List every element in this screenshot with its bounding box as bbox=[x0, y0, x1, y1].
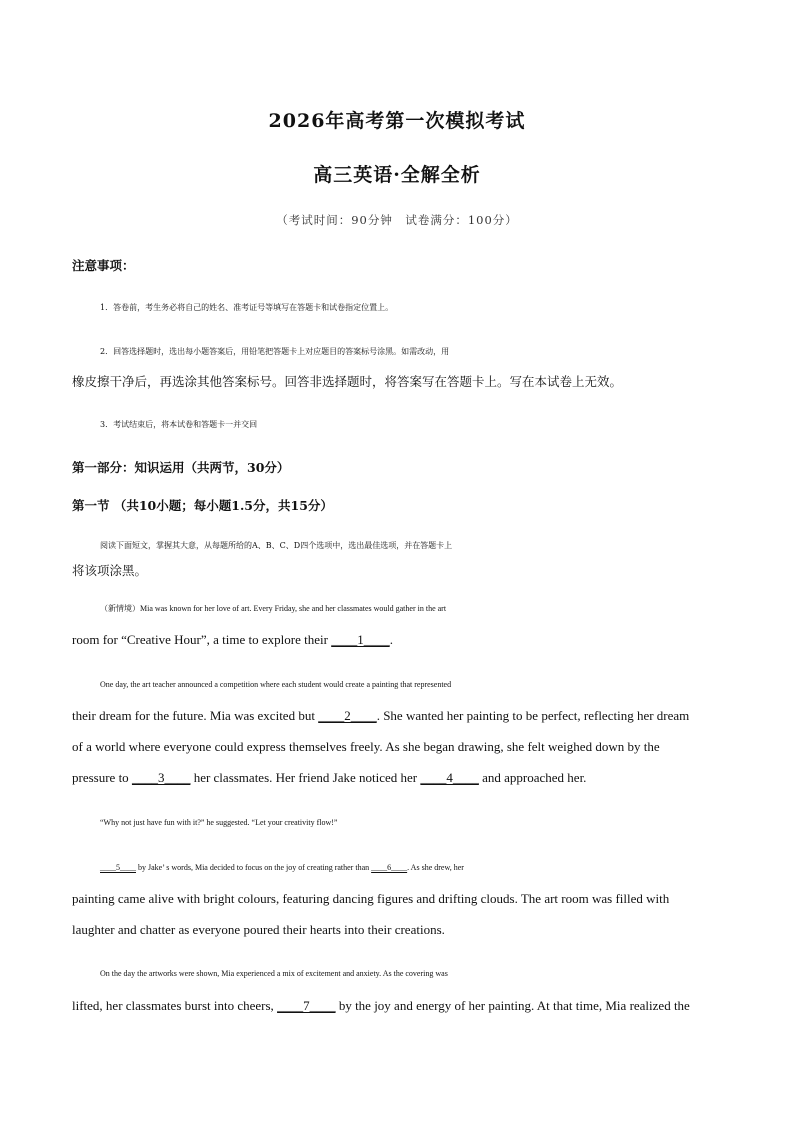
passage-text: their dream for the future. Mia was excited but bbox=[72, 708, 319, 723]
page-title: 2026年高考第一次模拟考试 bbox=[268, 110, 526, 132]
part-heading: 第一部分：知识运用（共两节，30分） bbox=[72, 460, 290, 475]
passage-p2-line-1: One day, the art teacher announced a competition where each student would create a painting that represented bbox=[100, 680, 452, 689]
passage-p4-line-3: laughter and chatter as everyone poured their hearts into their creations. bbox=[72, 922, 445, 937]
blank-3: ____3____ bbox=[131, 770, 191, 785]
section-heading: 第一节 （共10小题；每小题1.5分，共15分） bbox=[72, 498, 333, 513]
blank-6: ____6____ bbox=[371, 863, 408, 872]
passage-text: pressure to bbox=[72, 770, 132, 785]
passage-text: . She wanted her painting to be perfect, reflecting her dream bbox=[376, 708, 690, 723]
passage-p5-line-2 bbox=[72, 998, 722, 1014]
notice-heading: 注意事项： bbox=[72, 258, 135, 273]
passage-p2-line-4 bbox=[72, 770, 722, 786]
instruction-line-1: 阅读下面短文，掌握其大意，从每题所给的A、B、C、D四个选项中，选出最佳选项，并在答题卡上 bbox=[100, 541, 453, 550]
passage-p1-line-1: （新情境）Mia was known for her love of art. Every Friday, she and her classmates would gather in the art bbox=[100, 604, 447, 613]
page-subtitle: 高三英语·全解全析 bbox=[313, 164, 481, 186]
notice-item-2-line-1: 2．回答选择题时，选出每小题答案后，用铅笔把答题卡上对应题目的答案标号涂黑。如需改动，用 bbox=[100, 347, 450, 356]
notice-item-2-line-2: 橡皮擦干净后，再选涂其他答案标号。回答非选择题时，将答案写在答题卡上。写在本试卷上无效。 bbox=[72, 374, 623, 389]
passage-p4-line-1 bbox=[100, 860, 750, 876]
passage-text: by Jake’ s words, Mia decided to focus on the joy of creating rather than bbox=[136, 863, 372, 872]
passage-text: . bbox=[389, 632, 393, 647]
passage-text: by the joy and energy of her painting. At that time, Mia realized the bbox=[335, 998, 690, 1013]
blank-1: ____1____ bbox=[331, 632, 390, 647]
blank-7: ____7____ bbox=[277, 998, 336, 1013]
notice-item-1: 1．答卷前，考生务必将自己的姓名、准考证号等填写在答题卡和试卷指定位置上。 bbox=[100, 303, 394, 312]
passage-text: . As she drew, her bbox=[407, 863, 464, 872]
passage-p3: “Why not just have fun with it?” he suggested. “Let your creativity flow!” bbox=[100, 818, 338, 827]
passage-text: room for “Creative Hour”, a time to explore their bbox=[72, 632, 332, 647]
passage-text: her classmates. Her friend Jake noticed her bbox=[190, 770, 421, 785]
blank-2: ____2____ bbox=[318, 708, 377, 723]
blank-5: ____5____ bbox=[100, 863, 136, 872]
instruction-line-2: 将该项涂黑。 bbox=[72, 563, 148, 578]
passage-p5-line-1: On the day the artworks were shown, Mia experienced a mix of excitement and anxiety. As the covering was bbox=[100, 969, 448, 978]
passage-p2-line-2 bbox=[72, 708, 722, 724]
passage-p4-line-2: painting came alive with bright colours, featuring dancing figures and drifting clouds. The art room was filled with bbox=[72, 891, 670, 906]
passage-text: lifted, her classmates burst into cheers, bbox=[72, 998, 278, 1013]
blank-4: ____4____ bbox=[420, 770, 479, 785]
passage-p1-line-2 bbox=[72, 632, 722, 648]
passage-text: and approached her. bbox=[478, 770, 587, 785]
exam-meta: （考试时间：90分钟 试卷满分：100分） bbox=[276, 213, 518, 227]
passage-p2-line-3: of a world where everyone could express themselves freely. As she began drawing, she felt weighed down by the bbox=[72, 739, 660, 754]
notice-item-3: 3．考试结束后，将本试卷和答题卡一并交回 bbox=[100, 420, 258, 429]
